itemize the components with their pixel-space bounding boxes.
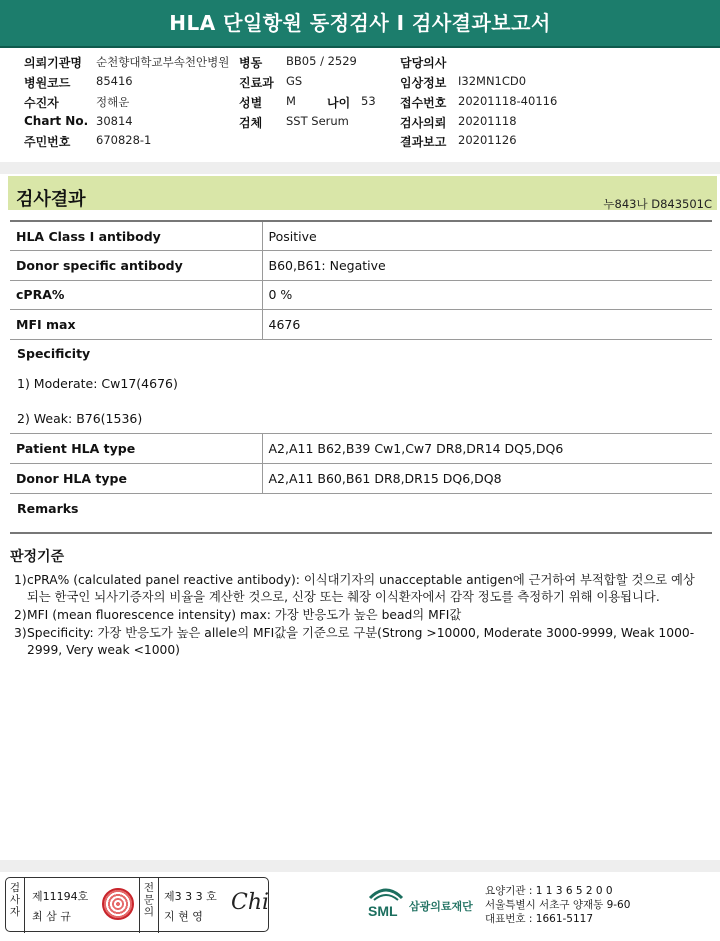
age-label: 나이 (327, 96, 351, 110)
item-text: MFI (mean fluorescence intensity) max: 가장 반응도가 높은 bead의 MFI값 (27, 608, 462, 622)
clinical-info-value: I32MN1CD0 (458, 74, 527, 88)
report-title: HLA 단일항원 동정검사 I 검사결과보고서 (0, 0, 720, 46)
section-divider (0, 162, 720, 174)
report-value: 20201126 (458, 133, 517, 147)
result-title: 검사결과 (16, 189, 86, 210)
logo-mark: SML (368, 903, 398, 919)
criteria-title: 판정기준 (10, 549, 65, 565)
clinical-info-label: 임상정보 (400, 76, 447, 90)
specificity-line: 2) Weak: B76(1536) (17, 411, 143, 426)
resident-value: 670828-1 (96, 133, 152, 147)
item-number: 1) (14, 573, 27, 587)
patient-value: 정해운 (96, 95, 130, 109)
request-value: 20201118 (458, 114, 517, 128)
seal-stamp (102, 888, 134, 920)
institution-info (485, 884, 630, 926)
sex-label: 성별 (239, 96, 263, 110)
specificity-section (10, 338, 712, 434)
table-row (10, 251, 712, 281)
item-number: 3) (14, 626, 27, 640)
expert-license: 제3 3 3 호 (164, 890, 217, 903)
item-number: 2) (14, 608, 27, 622)
doctor-label: 담당의사 (400, 56, 447, 70)
list-item (14, 607, 704, 624)
row-key: Donor HLA type (10, 464, 262, 494)
request-label: 검사의뢰 (400, 116, 447, 130)
row-value: B60,B61: Negative (262, 251, 712, 281)
specificity-title: Specificity (17, 346, 91, 361)
patient-label: 수진자 (24, 96, 59, 110)
row-key: cPRA% (10, 280, 262, 310)
remarks-section (10, 493, 712, 534)
receipt-label: 접수번호 (400, 96, 447, 110)
ward-label: 병동 (239, 56, 263, 70)
row-key: HLA Class I antibody (10, 221, 262, 251)
specimen-label: 검체 (239, 116, 263, 130)
hospital-code-label: 병원코드 (24, 76, 71, 90)
dept-label: 진료과 (239, 76, 274, 90)
row-value: A2,A11 B62,B39 Cw1,Cw7 DR8,DR14 DQ5,DQ6 (262, 434, 712, 464)
institution-address: 서울특별시 서초구 양재동 9-60 (485, 899, 631, 911)
footer-divider (0, 860, 720, 872)
chart-value: 30814 (96, 114, 133, 128)
item-text: Specificity: 가장 반응도가 높은 allele의 MFI값을 기준으로 구분(Strong >10000, Moderate 3000-9999, Weak 1000-2999, Very weak <1000) (27, 626, 695, 657)
header-underline (0, 46, 720, 48)
institution-phone: 대표번호 : 1661-5117 (485, 913, 594, 925)
tester-license: 제11194호 (32, 890, 89, 903)
row-key: Donor specific antibody (10, 251, 262, 281)
table-row (10, 434, 712, 464)
item-text: cPRA% (calculated panel reactive antibody): 이식대기자의 unacceptable antigen에 근거하여 부적합할 것으로 예상되는 한국인 뇌사기증자의 비율을 계산한 것으로, 신장 또는 췌장 이식환자에서 감작 정도를 측정하기 위해 이용됩니다. (27, 573, 695, 604)
hla-type-table (10, 434, 712, 494)
table-row (10, 221, 712, 251)
hospital-code-value: 85416 (96, 74, 133, 88)
table-row (10, 280, 712, 310)
tester-vertical-label: 검사자 (9, 882, 21, 918)
institution-label: 의뢰기관명 (24, 56, 82, 70)
dept-value: GS (286, 74, 303, 88)
result-code: 누843나 D843501C (603, 197, 712, 211)
specificity-line: 1) Moderate: Cw17(4676) (17, 376, 178, 391)
signature: Chi (231, 890, 270, 915)
row-key: MFI max (10, 310, 262, 340)
institution-value: 순천향대학교부속천안병원 (96, 55, 230, 69)
criteria-list (14, 572, 704, 660)
ward-value: BB05 / 2529 (286, 54, 357, 68)
divider (158, 878, 159, 933)
list-item (14, 572, 704, 606)
specimen-value: SST Serum (286, 114, 349, 128)
chart-label: Chart No. (24, 114, 89, 128)
resident-label: 주민번호 (24, 135, 71, 149)
institution-code: 요양기관 : 1 1 3 6 5 2 0 0 (485, 885, 613, 897)
result-table (10, 220, 712, 340)
age-value: 53 (361, 94, 376, 108)
logo-name: 삼광의료재단 (409, 900, 473, 913)
divider (24, 878, 25, 933)
row-value: Positive (262, 221, 712, 251)
report-label: 결과보고 (400, 135, 447, 149)
sex-value: M (286, 94, 296, 108)
row-key: Patient HLA type (10, 434, 262, 464)
tester-name: 최 삼 규 (32, 910, 71, 923)
expert-vertical-label: 전문의 (143, 882, 155, 918)
row-value: 4676 (262, 310, 712, 340)
sml-logo-icon (366, 884, 406, 920)
row-value: A2,A11 B60,B61 DR8,DR15 DQ6,DQ8 (262, 464, 712, 494)
receipt-value: 20201118-40116 (458, 94, 558, 108)
table-row (10, 464, 712, 494)
table-row (10, 310, 712, 340)
signature-box (5, 877, 269, 932)
remarks-title: Remarks (17, 501, 79, 516)
list-item (14, 625, 704, 659)
expert-name: 지 현 영 (164, 910, 203, 923)
row-value: 0 % (262, 280, 712, 310)
